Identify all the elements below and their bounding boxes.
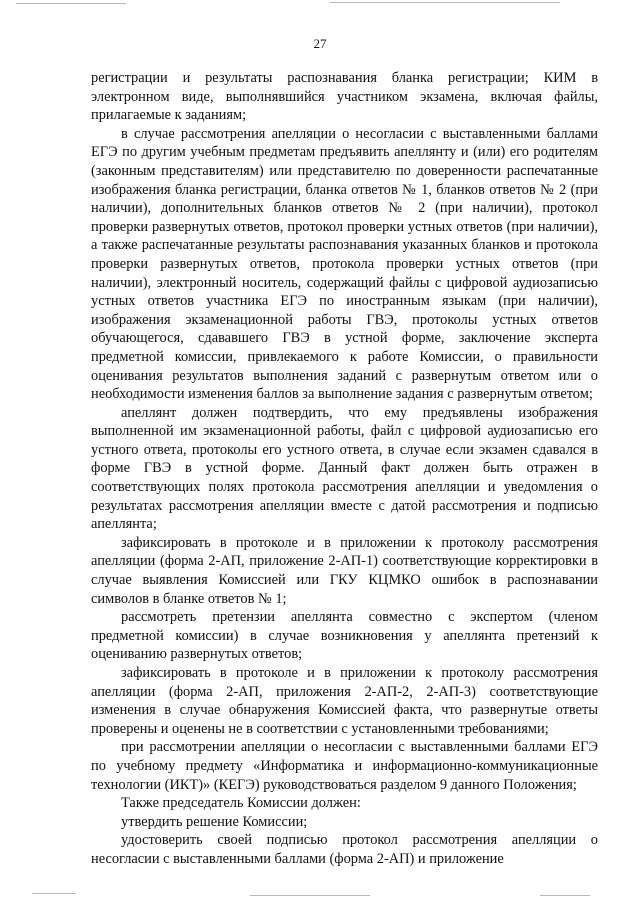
scan-artifact-top-right — [330, 2, 560, 3]
paragraph-fix-corrections: зафиксировать в протоколе и в приложении к протоколу рассмотрения апелляции (форма 2-АП, приложение 2-АП-1) соответствующие корректировки в случае выявления Комиссией или ГКУ КЦМКО ошибок в распознавании символов в бланке ответов № 1; — [91, 534, 598, 607]
document-body — [91, 69, 598, 869]
paragraph-kege-informatics: при рассмотрении апелляции о несогласии с выставленными баллами ЕГЭ по учебному предмету «Информатика и информационно-коммуникационные технологии (ИКТ)» (КЕГЭ) руководствоваться разделом 9 данного Положения; — [91, 739, 598, 793]
paragraph-review-claims: рассмотреть претензии апеллянта совместно с экспертом (членом предметной комиссии) в случае возникновения у апеллянта претензий к оцениванию развернутых ответов; — [91, 609, 598, 663]
paragraph-other-subjects-appeal: в случае рассмотрения апелляции о несогласии с выставленными баллами ЕГЭ по другим учебным предметам предъявить апеллянту и (или) его родителям (законным представителям) или представителю по доверенности распечатанные изображения бланка регистрации, бланка ответов № 1, бланков ответов № 2 (при наличии), дополнительных бланков ответов № 2 (при наличии), протокол проверки развернутых ответов, протокол проверки устных ответов (при наличии), а также распечатанные результаты распознавания указанных бланков и протокола проверки развернутых ответов, протокола проверки устных ответов (при наличии), электронный носитель, содержащий файлы с цифровой аудиозаписью устных ответов участника ЕГЭ по иностранным языкам (при наличии), изображения экзаменационной работы ГВЭ, протоколы устных ответов обучающегося, сдававшего ГВЭ в устной форме, заключение эксперта предметной комиссии, привлекаемого к работе Комиссии, о правильности оценивания результатов выполнения заданий с развернутым ответом или о необходимости изменения баллов за выполнение задания с развернутым ответом; — [91, 125, 598, 403]
scan-artifact-bottom-right — [540, 895, 590, 896]
paragraph-approve-decision: утвердить решение Комиссии; — [121, 813, 308, 830]
paragraph-certify-protocol: удостоверить своей подписью протокол рассмотрения апелляции о несогласии с выставленными баллами (форма 2-АП) и приложение — [91, 832, 598, 867]
page-number: 27 — [313, 36, 327, 51]
scan-artifact-top-left — [16, 3, 126, 4]
paragraph-registration-results: регистрации и результаты распознавания бланка регистрации; КИМ в электронном виде, выполнявшийся участником экзамена, включая файлы, прилагаемые к заданиям; — [91, 70, 598, 124]
paragraph-appellant-confirmation: апеллянт должен подтвердить, что ему предъявлены изображения выполненной им экзаменационной работы, файл с цифровой аудиозаписью его устного ответа, протоколы его устного ответа, в случае если экзамен сдавался в форме ГВЭ в устной форме. Данный факт должен быть отражен в соответствующих полях протокола рассмотрения апелляции и уведомления о результатах рассмотрения апелляции вместе с датой рассмотрения и подписью апеллянта; — [91, 404, 598, 533]
paragraph-fix-changes: зафиксировать в протоколе и в приложении к протоколу рассмотрения апелляции (форма 2-АП, приложения 2-АП-2, 2-АП-3) соответствующие изменения в случае обнаружения Комиссией факта, что развернутые ответы проверены и оценены не в соответствии с установленными требованиями; — [91, 665, 598, 737]
scan-artifact-bottom-mid — [250, 895, 370, 896]
paragraph-chairman-duties: Также председатель Комиссии должен: — [121, 795, 361, 812]
scan-artifact-bottom-left — [32, 893, 76, 894]
